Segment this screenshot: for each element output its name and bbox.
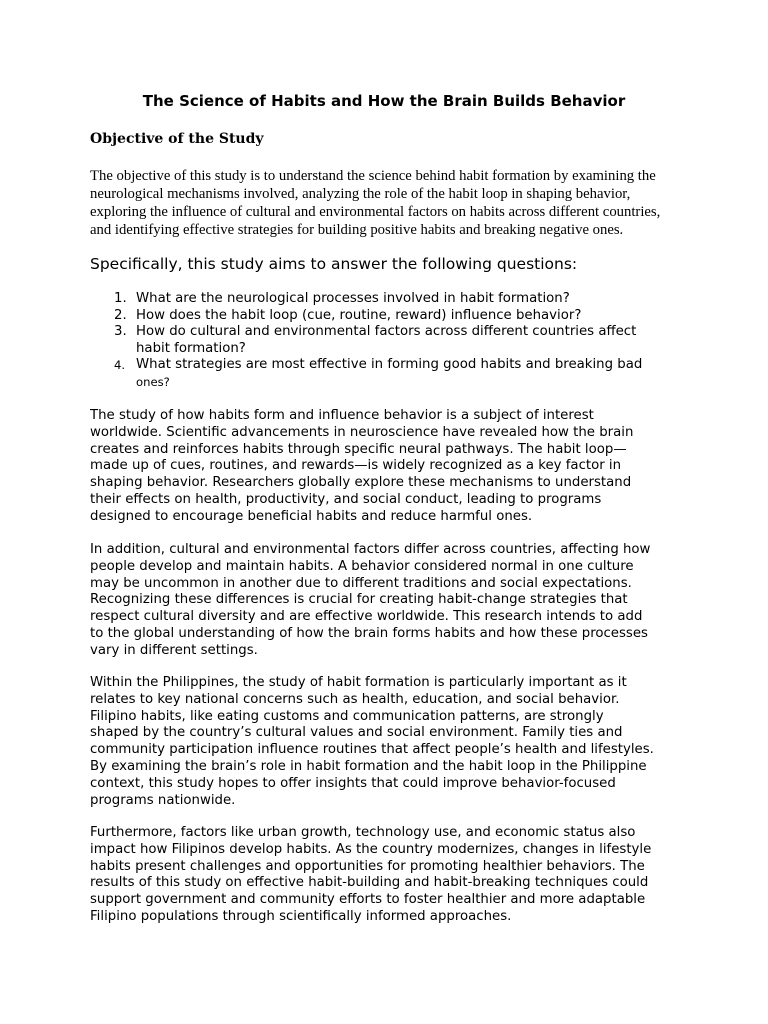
question-text: What are the neurological processes involved in habit formation? bbox=[136, 291, 570, 306]
question-number: 2. bbox=[114, 307, 127, 323]
paragraph-line: vary in different settings. bbox=[90, 642, 258, 658]
objective-heading: Objective of the Study bbox=[90, 131, 264, 147]
objective-line: neurological mechanisms involved, analyzing the role of the habit loop in shaping behavior, bbox=[90, 186, 631, 202]
paragraph-line: The study of how habits form and influence behavior is a subject of interest bbox=[90, 408, 594, 423]
question-number: 4. bbox=[114, 358, 126, 372]
paragraph-line: Furthermore, factors like urban growth, technology use, and economic status also bbox=[90, 825, 636, 840]
question-text: How do cultural and environmental factors across different countries affect bbox=[136, 324, 637, 339]
body-paragraph-1 bbox=[90, 408, 688, 526]
question-text-continued: ones? bbox=[136, 374, 170, 389]
paragraph-line: creates and reinforces habits through specific neural pathways. The habit loop— bbox=[90, 441, 627, 457]
paragraph-line: people develop and maintain habits. A behavior considered normal in one culture bbox=[90, 558, 634, 574]
question-item-1 bbox=[90, 291, 673, 308]
paragraph-line: In addition, cultural and environmental factors differ across countries, affecting how bbox=[90, 542, 651, 557]
paragraph-line: impact how Filipinos develop habits. As the country modernizes, changes in lifestyle bbox=[90, 841, 652, 857]
paragraph-line: Recognizing these differences is crucial for creating habit-change strategies that bbox=[90, 592, 628, 608]
paragraph-line: habits present challenges and opportunities for promoting healthier behaviors. The bbox=[90, 858, 645, 874]
paragraph-line: relates to key national concerns such as health, education, and social behavior. bbox=[90, 691, 620, 707]
paragraph-line: to the global understanding of how the brain forms habits and how these processes bbox=[90, 625, 648, 641]
paragraph-line: respect cultural diversity and are effective worldwide. This research intends to add bbox=[90, 609, 643, 625]
paragraph-line: By examining the brain’s role in habit formation and the habit loop in the Philippine bbox=[90, 758, 647, 774]
question-item-4 bbox=[90, 357, 673, 390]
paragraph-line: shaping behavior. Researchers globally explore these mechanisms to understand bbox=[90, 475, 632, 491]
question-item-3 bbox=[90, 324, 673, 357]
objective-line: exploring the influence of cultural and environmental factors on habits across different countries, bbox=[90, 204, 661, 220]
document-title: The Science of Habits and How the Brain Builds Behavior bbox=[142, 92, 626, 110]
objective-paragraph bbox=[90, 167, 682, 239]
paragraph-line: their effects on health, productivity, and social conduct, leading to programs bbox=[90, 491, 602, 507]
objective-line: and identifying effective strategies for building positive habits and breaking negative ones. bbox=[90, 222, 624, 238]
paragraph-line: may be uncommon in another due to different traditions and social expectations. bbox=[90, 575, 632, 591]
paragraph-line: support government and community efforts to foster healthier and more adaptable bbox=[90, 892, 646, 908]
objective-line: The objective of this study is to understand the science behind habit formation by examining the bbox=[90, 168, 656, 184]
question-item-2 bbox=[90, 308, 673, 325]
paragraph-line: made up of cues, routines, and rewards—is widely recognized as a key factor in bbox=[90, 458, 622, 474]
question-text-continued: habit formation? bbox=[136, 340, 246, 356]
body-paragraph-3 bbox=[90, 675, 688, 809]
question-text: How does the habit loop (cue, routine, reward) influence behavior? bbox=[136, 307, 582, 323]
paragraph-line: programs nationwide. bbox=[90, 792, 236, 808]
paragraph-line: Within the Philippines, the study of habit formation is particularly important as it bbox=[90, 675, 627, 690]
paragraph-line: Filipino habits, like eating customs and communication patterns, are strongly bbox=[90, 708, 604, 724]
question-text: What strategies are most effective in forming good habits and breaking bad bbox=[136, 357, 643, 372]
paragraph-line: context, this study hopes to offer insights that could improve behavior-focused bbox=[90, 775, 616, 791]
paragraph-line: shaped by the country’s cultural values and social environment. Family ties and bbox=[90, 725, 623, 741]
paragraph-line: results of this study on effective habit-building and habit-breaking techniques could bbox=[90, 875, 649, 891]
question-number: 3. bbox=[114, 324, 127, 339]
paragraph-line: community participation influence routines that affect people’s health and lifestyles. bbox=[90, 742, 654, 758]
body-paragraph-2 bbox=[90, 542, 688, 660]
body-paragraph-4 bbox=[90, 825, 688, 926]
questions-intro: Specifically, this study aims to answer the following questions: bbox=[90, 255, 578, 273]
questions-list bbox=[90, 291, 673, 390]
paragraph-line: worldwide. Scientific advancements in neuroscience have revealed how the brain bbox=[90, 424, 634, 440]
question-number: 1. bbox=[114, 291, 127, 306]
paragraph-line: designed to encourage beneficial habits and reduce harmful ones. bbox=[90, 508, 533, 524]
paragraph-line: Filipino populations through scientifically informed approaches. bbox=[90, 908, 512, 924]
